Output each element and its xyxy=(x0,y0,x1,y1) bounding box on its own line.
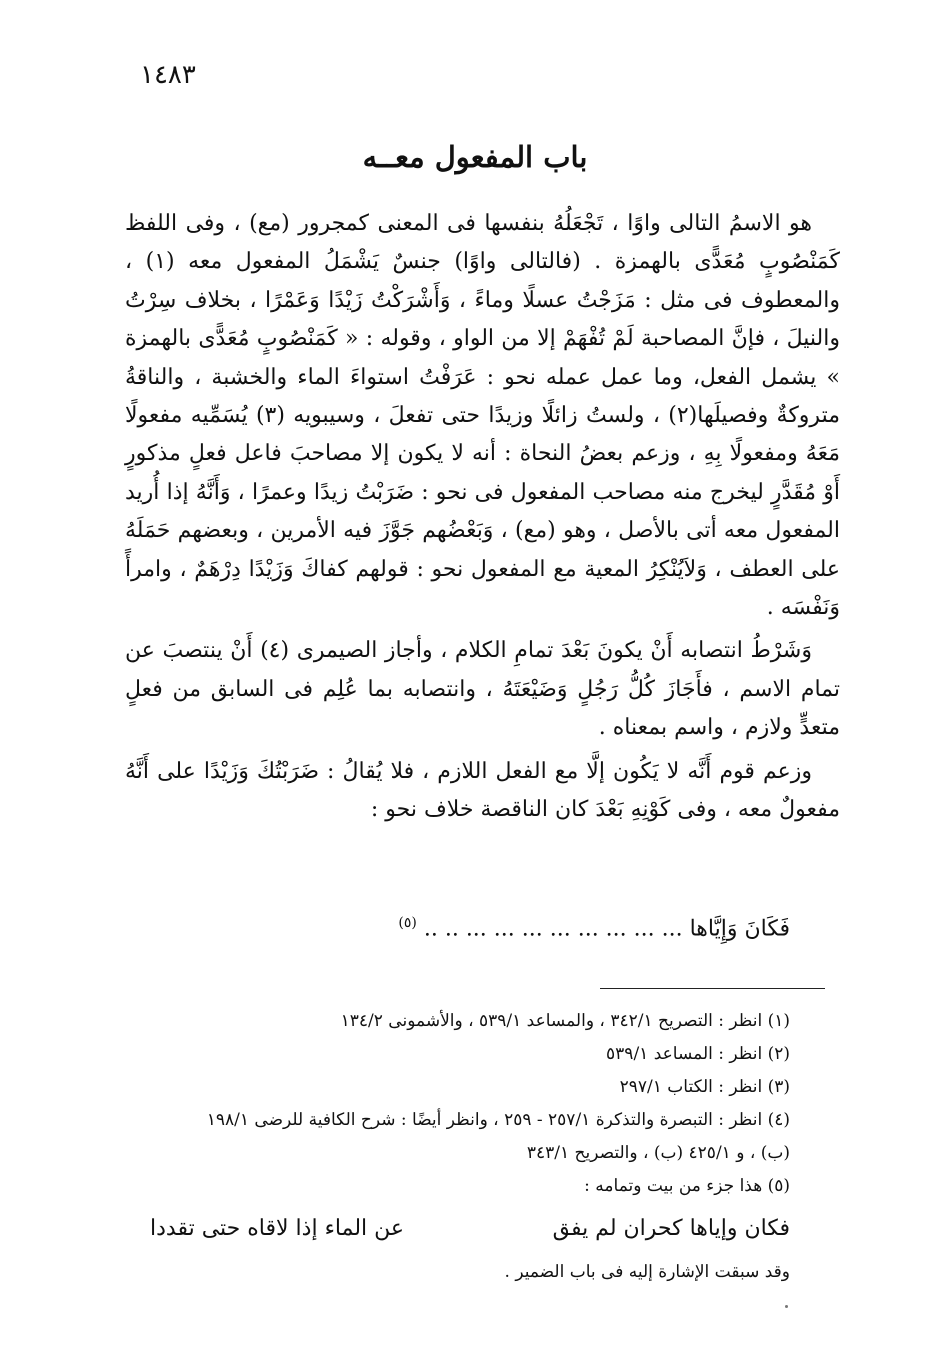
footnote: (٤) انظر : التبصرة والتذكرة ٢٥٧/١ - ٢٥٩ ، وانظر أيضًا : شرح الكافية للرضى ١٩٨/١ xyxy=(206,1110,790,1130)
footnote: (٢) انظر : المساعد ٥٣٩/١ xyxy=(606,1044,790,1064)
paragraph: هو الاسمُ التالى واوًا ، تَجْعَلُهُ بنفسها فى المعنى كمجرور (مع) ، وفى اللفظ كَمَنْصُوبٍ مُعَدًّى بالهمزة . (فالتالى واوًا) جنسٌ يَشْمَلُ المفعول معه (١) ، والمعطوف فى مثل : مَزَجْتُ عسلًا وماءً ، وَأَشْرَكْتُ زَيْدًا وَعَمْرًا ، بخلاف سِرْتُ والنيلَ ، فإنَّ المصاحبة لَمْ تُفْهَمْ إلا من الواو ، وقوله : « كَمَنْصُوبٍ مُعَدًّى بالهمزة » يشمل الفعل، وما عمل عمله نحو : عَرَفْتُ استواءَ الماء والخشبة ، والناقةُ متروكةٌ وفصيلَها(٢) ، ولستُ زائلًا وزيدًا حتى تفعلَ ، وسيبويه (٣) يُسَمِّيه مفعولًا مَعَهُ ومفعولًا بِهِ ، وزعم بعضُ النحاة : أنه لا يكون إلا مصاحبَ فاعل فعلٍ مذكورٍ أَوْ مُقَدَّرٍ ليخرج منه مصاحب المفعول فى نحو : ضَرَبْتُ زيدًا وعمرًا ، وَأَنَّهُ إذا أُريد المفعول معه أتى بالأصل ، وهو (مع) ، وَبَعْضُهم جَوَّزَ فيه الأمرين ، وبعضهم حَمَلَهُ على العطف ، وَلاَيُنْكِرُ المعية مع المفعول نحو : قولهم كفاكَ وَزَيْدًا دِرْهَمٌ ، وامرأً وَنَفْسَه . xyxy=(125,211,840,621)
page-number: ١٤٨٣ xyxy=(140,60,196,90)
footnote-note: وقد سبقت الإشارة إليه فى باب الضمير . xyxy=(504,1262,790,1282)
speck-mark xyxy=(785,1305,788,1308)
poem-first-hemistich: فكان وإياها كحران لم يفق xyxy=(552,1216,790,1241)
main-text xyxy=(125,205,840,830)
poem-verse xyxy=(150,1216,790,1256)
paragraph: وَشَرْطُ انتصابه أَنْ يكونَ بَعْدَ تمامِ الكلام ، وأجاز الصيمرى (٤) أَنْ ينتصبَ عن تمام الاسم ، فأَجَازَ كُلُّ رَجُلٍ وَضَيْعَتَهُ ، وانتصابه بما عُلِم فى السابق من فعلٍ متعدٍّ ولازم ، واسم بمعناه . xyxy=(125,638,840,741)
verse-text: فَكَانَ وَإِيَّاها ... ... ... ... ... ... ... ... .. .. xyxy=(423,916,790,942)
footnote: (١) انظر : التصريح ٣٤٢/١ ، والمساعد ٥٣٩/١ ، والأشمونى ١٣٤/٢ xyxy=(340,1011,790,1031)
footnote-continuation: (ب) ، و ٤٢٥/١ (ب) ، والتصريح ٣٤٣/١ xyxy=(526,1143,790,1163)
footnote-ref: (٥) xyxy=(398,915,417,931)
footnote: (٥) هذا جزء من بيت وتمامه : xyxy=(584,1176,790,1196)
paragraph: وزعم قوم أَنَّه لا يَكُون إلَّا مع الفعل اللازم ، فلا يُقالُ : ضَرَبْتُكَ وَزَيْدًا على أَنَّهُ مفعولٌ معه ، وفى كَوْنِهِ بَعْدَ كان الناقصة خلاف نحو : xyxy=(125,758,840,823)
verse-fragment xyxy=(140,915,790,941)
footnote-divider xyxy=(600,988,825,989)
footnote: (٣) انظر : الكتاب ٢٩٧/١ xyxy=(619,1077,790,1097)
chapter-title: باب المفعول معــه xyxy=(362,140,588,174)
poem-second-hemistich: عن الماء إذا لاقاه حتى تقددا xyxy=(150,1216,405,1241)
footnotes xyxy=(125,1005,790,1203)
